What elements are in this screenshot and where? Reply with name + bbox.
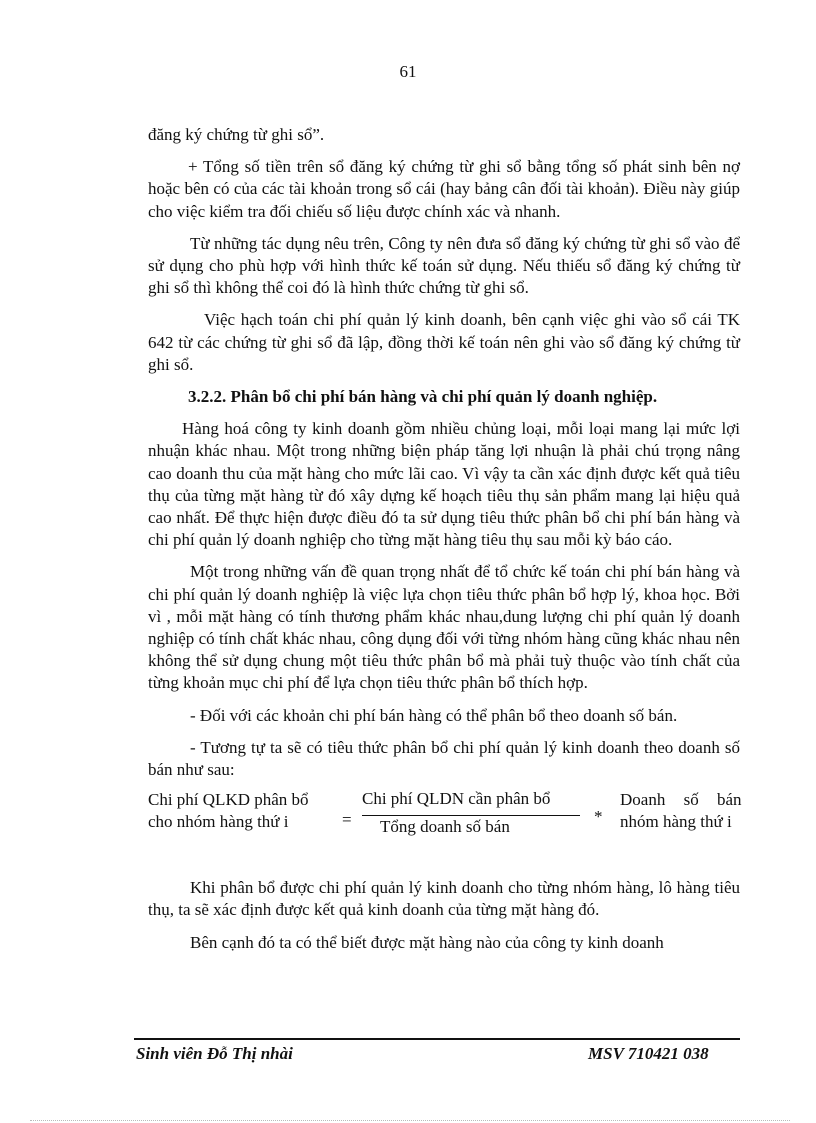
multiply-sign: * [594,807,603,827]
formula-right-line1: Doanh số bán [620,790,742,810]
paragraph: Khi phân bổ được chi phí quản lý kinh doanh cho từng nhóm hàng, lô hàng tiêu thụ, ta sẽ xác định được kết quả kinh doanh của từng mặt hàng đó. [148,878,740,920]
formula-denominator: Tổng doanh số bán [380,817,510,837]
paragraph: Việc hạch toán chi phí quản lý kinh doanh, bên cạnh việc ghi vào sổ cái TK 642 từ các chứng từ ghi sổ đã lập, đồng thời kế toán nên ghi vào sổ đăng ký chứng từ ghi sổ. [148,310,740,374]
section-heading: 3.2.2. Phân bổ chi phí bán hàng và chi phí quản lý doanh nghiệp. [188,387,658,407]
paragraph: Từ những tác dụng nêu trên, Công ty nên đưa sổ đăng ký chứng từ ghi sổ vào để sử dụng cho phù hợp với hình thức kế toán sử dụng. Nếu thiếu sổ đăng ký chứng từ ghi sổ thì không thể coi đó là hình thức chứng từ ghi sổ. [148,233,740,298]
footer-student-name: Sinh viên Đỗ Thị nhài [136,1044,293,1063]
paragraph: + Tổng số tiền trên sổ đăng ký chứng từ ghi sổ bằng tổng số phát sinh bên nợ hoặc bên có của các tài khoản trong sổ cái (hay bảng cân đối tài khoản). Điều này giúp cho việc kiểm tra đối chiếu số liệu được chính xác và nhanh. [148,157,740,221]
formula-left [148,789,309,833]
formula-left-line1: Chi phí QLKD phân bổ [148,790,309,810]
footer-student-id: MSV 710421 038 [588,1044,709,1063]
paragraph: - Đối với các khoản chi phí bán hàng có thể phân bổ theo doanh số bán. [190,705,678,725]
footer-rule [134,1038,740,1040]
allocation-formula [148,789,740,845]
equals-sign: = [342,810,352,830]
formula-numerator: Chi phí QLDN cần phân bổ [362,789,551,809]
page-bottom-divider [30,1120,790,1121]
fraction-bar [362,815,580,816]
formula-right-line2: nhóm hàng thứ i [620,812,732,832]
formula-left-line2: cho nhóm hàng thứ i [148,812,289,832]
formula-right [620,789,741,833]
document-body [148,124,740,954]
paragraph: đăng ký chứng từ ghi sổ”. [148,125,325,144]
paragraph: Hàng hoá công ty kinh doanh gồm nhiều chủng loại, mỗi loại mang lại mức lợi nhuận khác nhau. Một trong những biện pháp tăng lợi nhuận là phải chú trọng nâng cao doanh thu của mặt hàng cho mức lãi cao. Vì vậy ta cần xác định được kết quả tiêu thụ của từng mặt hàng từ đó xây dựng kế hoạch tiêu thụ sản phẩm mang lại hiệu quả cao nhất. Để thực hiện được điều đó ta sử dụng tiêu thức phân bổ chi phí bán hàng và chi phí quản lý doanh nghiệp cho từng mặt hàng tiêu thụ sau mỗi kỳ báo cáo. [148,419,740,550]
paragraph: - Tương tự ta sẽ có tiêu thức phân bổ chi phí quản lý kinh doanh theo doanh số bán như sau: [148,737,740,780]
paragraph: Bên cạnh đó ta có thể biết được mặt hàng nào của công ty kinh doanh [190,932,664,952]
paragraph: Một trong những vấn đề quan trọng nhất để tổ chức kế toán chi phí bán hàng và chi phí quản lý doanh nghiệp là việc lựa chọn tiêu thức phân bổ hợp lý, khoa học. Bởi vì , mỗi mặt hàng có tính thương phẩm khác nhau,dung lượng chi phí quản lý doanh nghiệp có tính chất khác nhau, công dụng đối với từng nhóm hàng cũng khác nhau nên không thể sử dụng chung một tiêu thức phân bổ mà phải tuỳ thuộc vào tính chất của từng khoản mục chi phí để lựa chọn tiêu thức phân bổ thích hợp. [148,562,740,693]
page-number: 61 [399,62,417,81]
